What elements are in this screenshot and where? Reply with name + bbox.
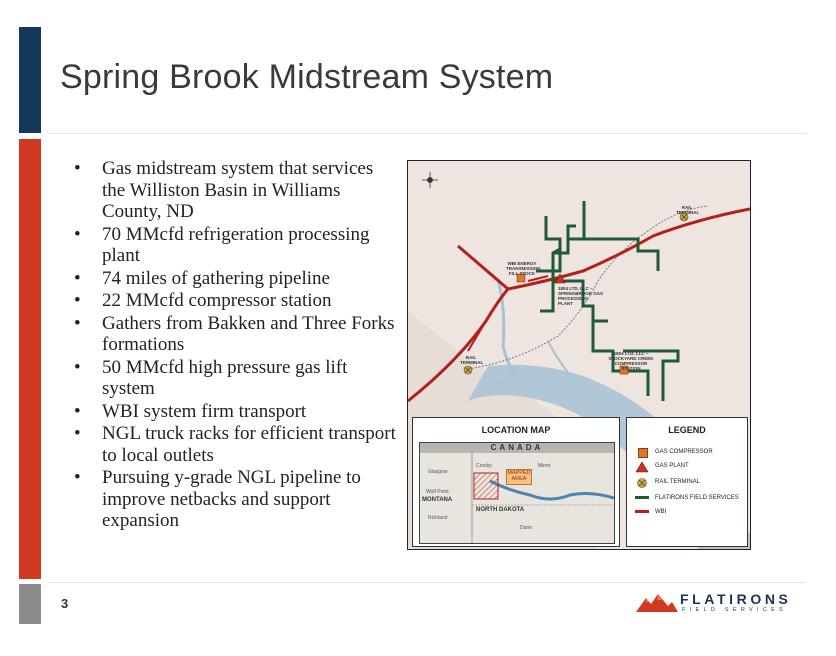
page-number: 3 [61,596,69,611]
flatirons-line-icon [635,492,649,504]
logo-wordmark: FLATIRONS [680,591,792,607]
bullet-item: • Gas midstream system that services the Williston Basin in Williams County, ND [70,158,400,223]
map-label-rail-terminal-east: RAIL TERMINAL [676,205,700,215]
bullet-item: • Pursuing y-grade NGL pipeline to improve netbacks and support expansion [70,467,400,532]
logo-subtitle: FIELD SERVICES [682,607,788,613]
accent-bar-middle [19,139,41,579]
footer-divider [48,582,806,583]
rail-terminal-icon [635,476,649,488]
map-label-rail-terminal-west: RAIL TERMINAL [460,355,484,365]
legend-title: LEGEND [668,425,706,435]
map-label-wbi-station: WBI ENERGY TRANSMISSION FILL STOCK [506,261,541,276]
legend-item-rail-terminal: RAIL TERMINAL [635,476,700,488]
bullet-item: • WBI system firm transport [70,401,400,423]
legend-item-wbi: WBI [635,506,666,518]
mountain-logo-icon [636,592,678,614]
accent-bar-top [19,27,41,133]
map-label-gas-plant: 1804 LTD, LLC – SPRINGBROOK GAS PROCESSING PLANT [558,286,604,306]
legend-item-gas-compressor: GAS COMPRESSOR [635,446,713,458]
slide-title: Spring Brook Midstream System [60,58,554,96]
location-map-north-dakota-label: NORTH DAKOTA [476,507,525,513]
legend-item-flatirons: FLATIRONS FIELD SERVICES [635,492,739,504]
gas-compressor-icon [635,446,649,458]
bullet-list [70,158,400,533]
bullet-item: • 50 MMcfd high pressure gas lift system [70,357,400,400]
legend-item-gas-plant: GAS PLANT [635,460,689,472]
location-map-inset [412,417,620,547]
bullet-item: • 22 MMcfd compressor station [70,290,400,312]
location-map-canvas: CANADA Glasgow Crosby Minot Wolf Point MONTANA NORTH DAKOTA Richland Dunn MAPPED AREA [419,442,615,544]
bullet-item: • 70 MMcfd refrigeration processing plant [70,224,400,267]
system-map [407,160,751,550]
bullet-item: • NGL truck racks for efficient transport to local outlets [70,423,400,466]
wbi-line-icon [635,506,649,518]
mapped-area-label: MAPPED AREA [506,469,532,485]
location-map-montana-label: MONTANA [422,497,453,503]
bullet-item: • 74 miles of gathering pipeline [70,268,400,290]
bullet-item: • Gathers from Bakken and Three Forks formations [70,313,400,356]
accent-bar-bottom [19,584,41,624]
location-map-graphic [420,443,614,543]
map-label-compressor: 1804 LTD, LLC – STOCKYARD CREEK COMPRESSOR STATION [608,351,654,371]
map-legend [626,417,748,547]
location-map-title: LOCATION MAP [481,425,551,435]
title-divider [48,133,806,134]
location-map-canada-label: CANADA [420,443,614,453]
gas-plant-icon [635,460,649,472]
flatirons-logo [636,590,798,616]
